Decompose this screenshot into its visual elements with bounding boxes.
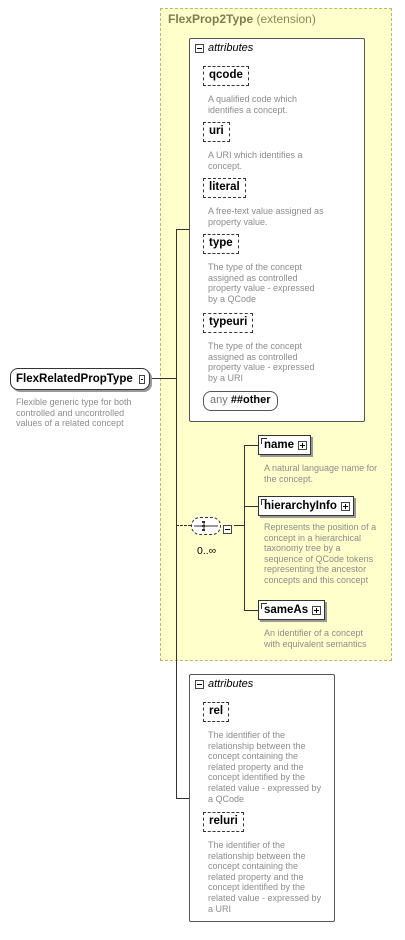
element-hierarchyinfo[interactable] bbox=[258, 496, 354, 516]
any-keyword: any bbox=[210, 394, 228, 406]
attributes-group-1-header[interactable] bbox=[195, 42, 253, 54]
element-sameas[interactable] bbox=[258, 600, 325, 620]
attribute-qcode[interactable]: qcode bbox=[203, 66, 249, 86]
attributes-label: attributes bbox=[208, 678, 254, 690]
collapse-icon[interactable] bbox=[195, 44, 204, 53]
sequence-collapse-icon[interactable] bbox=[223, 525, 232, 534]
element-hierarchyinfo-label: hierarchyInfo bbox=[264, 500, 337, 512]
connector-to-hierarchyinfo bbox=[244, 506, 258, 507]
expand-icon[interactable] bbox=[312, 606, 321, 615]
sequence-icon bbox=[192, 518, 220, 534]
expand-icon[interactable] bbox=[298, 441, 307, 450]
attribute-rel[interactable]: rel bbox=[203, 702, 229, 722]
connector-spine bbox=[176, 229, 177, 799]
connector-root-out bbox=[149, 378, 176, 379]
element-icon bbox=[261, 438, 267, 444]
connector-to-attrs1 bbox=[176, 229, 189, 230]
element-sameas-description: An identifier of a concept with equivalent semantics bbox=[264, 628, 367, 649]
connector-to-attrs2 bbox=[176, 798, 189, 799]
element-name-label: name bbox=[264, 439, 295, 451]
root-type-name: FlexRelatedPropType bbox=[16, 373, 133, 385]
sequence-compositor[interactable] bbox=[191, 517, 221, 535]
element-name[interactable] bbox=[258, 435, 311, 455]
element-name-description: A natural language name for the concept. bbox=[264, 463, 378, 484]
attribute-literal[interactable]: literal bbox=[203, 178, 246, 198]
connector-seq-branch bbox=[244, 445, 245, 611]
element-sameas-label: sameAs bbox=[264, 604, 309, 616]
attribute-type[interactable]: type bbox=[203, 234, 239, 254]
extension-type-name: FlexProp2Type bbox=[168, 12, 254, 26]
attribute-uri[interactable]: uri bbox=[203, 122, 230, 142]
expand-icon[interactable] bbox=[341, 502, 350, 511]
attribute-reluri-description: The identifier of the relationship between the concept containing the related property and the concept identified by the related value - expressed by a URI bbox=[208, 840, 322, 914]
root-description: Flexible generic type for both controlled and uncontrolled values of a related concept bbox=[16, 397, 132, 429]
attribute-uri-description: A URI which identifies a concept. bbox=[208, 150, 303, 171]
connector-seq-out bbox=[234, 525, 244, 526]
attributes-group-2-header[interactable] bbox=[195, 678, 253, 690]
attribute-rel-description: The identifier of the relationship between the concept containing the related property and the concept identified by the related value - expressed by a QCode bbox=[208, 730, 322, 804]
attributes-label: attributes bbox=[208, 42, 254, 54]
attribute-reluri[interactable]: reluri bbox=[203, 812, 244, 832]
any-namespace: ##other bbox=[230, 394, 271, 406]
attribute-literal-description: A free-text value assigned as property value. bbox=[208, 206, 324, 227]
element-icon bbox=[261, 603, 267, 609]
extension-suffix: (extension) bbox=[256, 12, 316, 26]
root-type-box[interactable] bbox=[10, 368, 150, 390]
element-icon bbox=[261, 499, 267, 505]
connector-to-sequence bbox=[176, 525, 191, 526]
any-attribute[interactable] bbox=[203, 391, 278, 411]
collapse-icon[interactable] bbox=[195, 680, 204, 689]
connector-to-sameas bbox=[244, 610, 258, 611]
collapse-icon[interactable] bbox=[139, 375, 145, 384]
attribute-qcode-description: A qualified code which identifies a concept. bbox=[208, 94, 298, 115]
sequence-cardinality: 0..∞ bbox=[197, 545, 217, 557]
connector-to-name bbox=[244, 445, 258, 446]
attribute-typeuri-description: The type of the concept assigned as controlled property value - expressed by a URI bbox=[208, 341, 315, 383]
attribute-type-description: The type of the concept assigned as controlled property value - expressed by a QCode bbox=[208, 262, 315, 304]
attribute-typeuri[interactable]: typeuri bbox=[203, 313, 253, 333]
element-hierarchyinfo-description: Represents the position of a concept in a hierarchical taxonomy tree by a sequence of QCode tokens representing the ancestor concepts and this concept bbox=[264, 522, 377, 585]
extension-title bbox=[168, 12, 316, 26]
